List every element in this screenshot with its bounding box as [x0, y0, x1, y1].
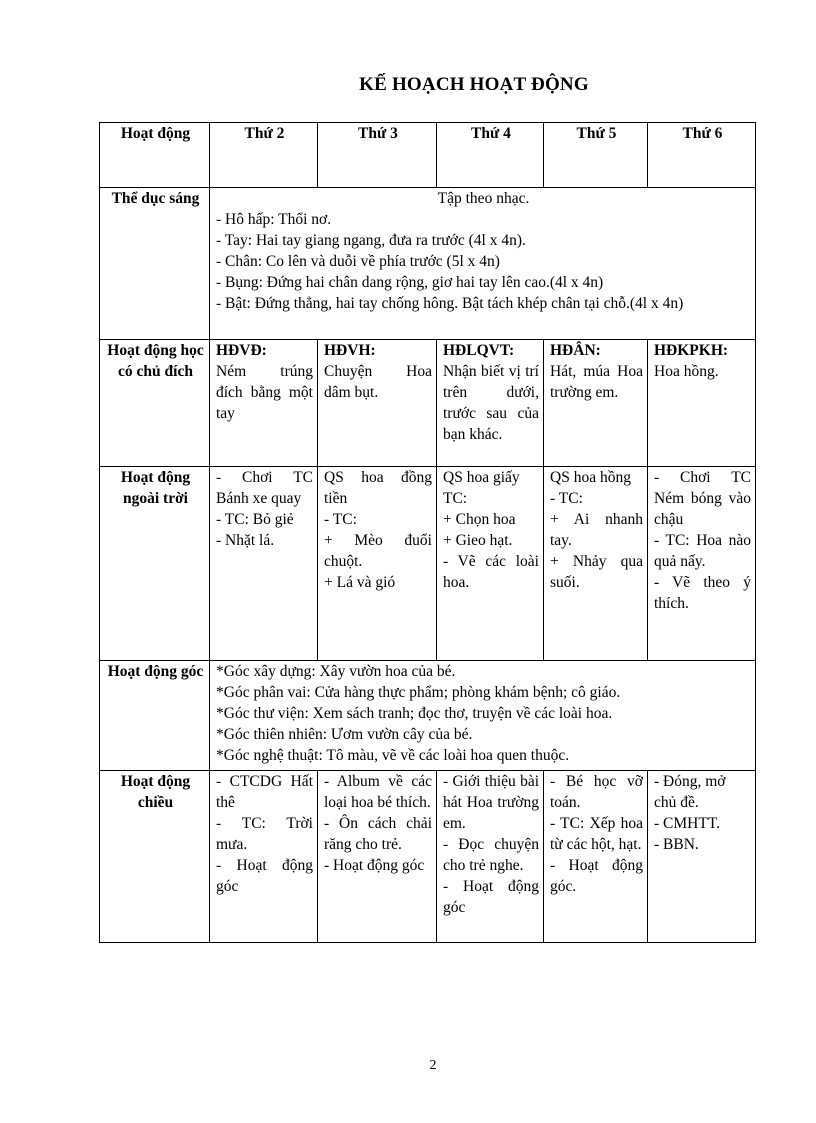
- outdoor-line: + Nhảy qua suối.: [550, 553, 643, 591]
- outdoor-line: - Chơi TC Ném bóng vào chậu: [654, 469, 751, 528]
- outdoor-cell: [648, 467, 756, 661]
- header-row: [100, 123, 756, 188]
- afternoon-line: - Giới thiệu bài hát Hoa trường em.: [443, 773, 539, 832]
- afternoon-line: - Đóng, mở chủ đề.: [654, 773, 726, 811]
- outdoor-cell: [437, 467, 544, 661]
- focused-learning-cell: [210, 340, 318, 467]
- morning-exercise-line: - Bụng: Đứng hai chân dang rộng, giơ hai tay lên cao.(4l x 4n): [216, 274, 604, 291]
- header-cell-tuesday: Thứ 3: [318, 123, 437, 188]
- morning-exercise-line: - Bật: Đứng thẳng, hai tay chống hông. Bật tách khép chân tại chỗ.(4l x 4n): [216, 295, 684, 312]
- outdoor-label: Hoạt động ngoài trời: [100, 467, 210, 661]
- focused-learning-cell: [544, 340, 648, 467]
- morning-exercise-label: Thể dục sáng: [100, 188, 210, 340]
- morning-exercise-line: - Chân: Co lên và duỗi về phía trước (5l x 4n): [216, 253, 500, 270]
- outdoor-line: QS hoa hồng: [550, 469, 631, 486]
- activity-code: HĐVĐ:: [216, 342, 267, 359]
- corners-content: [210, 661, 756, 771]
- activity-code: HĐVH:: [324, 342, 376, 359]
- afternoon-cell: [437, 771, 544, 943]
- afternoon-line: - Hoạt động góc.: [550, 857, 643, 895]
- afternoon-cell: [648, 771, 756, 943]
- activity-text: Hát, múa Hoa trường em.: [550, 363, 643, 401]
- page-number: 2: [429, 1058, 437, 1073]
- outdoor-line: + Chọn hoa: [443, 511, 516, 528]
- morning-exercise-intro: Tập theo nhạc.: [437, 190, 530, 207]
- activity-text: Chuyện Hoa dâm bụt.: [324, 363, 432, 401]
- focused-learning-cell: [318, 340, 437, 467]
- header-cell-wednesday: Thứ 4: [437, 123, 544, 188]
- afternoon-line: - Hoạt động góc: [216, 857, 313, 895]
- corner-line: *Góc thiên nhiên: Ươm vườn cây của bé.: [216, 726, 473, 743]
- corner-line: *Góc thư viện: Xem sách tranh; đọc thơ, truyện về các loài hoa.: [216, 705, 613, 722]
- outdoor-line: TC:: [443, 490, 468, 507]
- outdoor-cell: [544, 467, 648, 661]
- header-cell-activity: Hoạt động: [100, 123, 210, 188]
- afternoon-cell: [210, 771, 318, 943]
- corner-line: *Góc xây dựng: Xây vườn hoa của bé.: [216, 663, 456, 680]
- morning-exercise-line: - Hô hấp: Thổi nơ.: [216, 211, 332, 228]
- morning-exercise-line: - Tay: Hai tay giang ngang, đưa ra trước (4l x 4n).: [216, 232, 526, 249]
- outdoor-line: - Chơi TC Bánh xe quay: [216, 469, 313, 507]
- afternoon-cell: [318, 771, 437, 943]
- outdoor-line: + Ai nhanh tay.: [550, 511, 643, 549]
- afternoon-line: - TC: Trời mưa.: [216, 815, 313, 853]
- outdoor-row: [100, 467, 756, 661]
- header-cell-thursday: Thứ 5: [544, 123, 648, 188]
- afternoon-line: - BBN.: [654, 836, 699, 853]
- focused-learning-label: Hoạt động học có chủ đích: [100, 340, 210, 467]
- focused-learning-cell: [648, 340, 756, 467]
- afternoon-line: - Hoạt động góc: [324, 857, 425, 874]
- outdoor-cell: [210, 467, 318, 661]
- afternoon-line: - TC: Xếp hoa từ các hột, hạt.: [550, 815, 643, 853]
- afternoon-row: [100, 771, 756, 943]
- activity-code: HĐLQVT:: [443, 342, 515, 359]
- activity-code: HĐÂN:: [550, 342, 601, 359]
- morning-exercise-content: [210, 188, 756, 340]
- afternoon-line: - CMHTT.: [654, 815, 721, 832]
- focused-learning-row: [100, 340, 756, 467]
- afternoon-cell: [544, 771, 648, 943]
- header-cell-monday: Thứ 2: [210, 123, 318, 188]
- afternoon-line: - Bé học vỡ toán.: [550, 773, 643, 811]
- outdoor-line: - TC: Hoa nào quả nấy.: [654, 532, 751, 570]
- outdoor-line: QS hoa đồng tiền: [324, 469, 432, 507]
- outdoor-cell: [318, 467, 437, 661]
- afternoon-line: - CTCDG Hất thê: [216, 773, 313, 811]
- outdoor-line: QS hoa giấy: [443, 469, 520, 486]
- outdoor-line: - TC:: [324, 511, 357, 528]
- afternoon-line: - Đọc chuyện cho trẻ nghe.: [443, 836, 539, 874]
- header-cell-friday: Thứ 6: [648, 123, 756, 188]
- outdoor-line: - TC: Bỏ giẻ: [216, 511, 294, 528]
- outdoor-line: - Vẽ theo ý thích.: [654, 574, 751, 612]
- afternoon-line: - Album về các loại hoa bé thích.: [324, 773, 432, 811]
- morning-exercise-row: [100, 188, 756, 340]
- outdoor-line: + Gieo hạt.: [443, 532, 513, 549]
- outdoor-line: - Nhặt lá.: [216, 532, 275, 549]
- activity-code: HĐKPKH:: [654, 342, 729, 359]
- afternoon-label: Hoạt động chiều: [100, 771, 210, 943]
- activity-text: Hoa hồng.: [654, 363, 719, 380]
- corner-line: *Góc nghệ thuật: Tô màu, vẽ về các loài hoa quen thuộc.: [216, 747, 570, 764]
- outdoor-line: + Mèo đuổi chuột.: [324, 532, 432, 570]
- outdoor-line: - TC:: [550, 490, 583, 507]
- activity-text: Nhận biết vị trí trên dưới, trước sau của bạn khác.: [443, 363, 539, 443]
- afternoon-line: - Hoạt động góc: [443, 878, 539, 916]
- corners-row: [100, 661, 756, 771]
- outdoor-line: - Vẽ các loài hoa.: [443, 553, 539, 591]
- focused-learning-cell: [437, 340, 544, 467]
- activity-plan-table: [99, 122, 756, 943]
- corner-line: *Góc phân vai: Cửa hàng thực phẩm; phòng khám bệnh; cô giáo.: [216, 684, 621, 701]
- activity-text: Ném trúng đích bằng một tay: [216, 363, 313, 422]
- page-title: KẾ HOẠCH HOẠT ĐỘNG: [359, 74, 589, 95]
- afternoon-line: - Ôn cách chải răng cho trẻ.: [324, 815, 432, 853]
- corners-label: Hoạt động góc: [100, 661, 210, 771]
- outdoor-line: + Lá và gió: [324, 574, 396, 591]
